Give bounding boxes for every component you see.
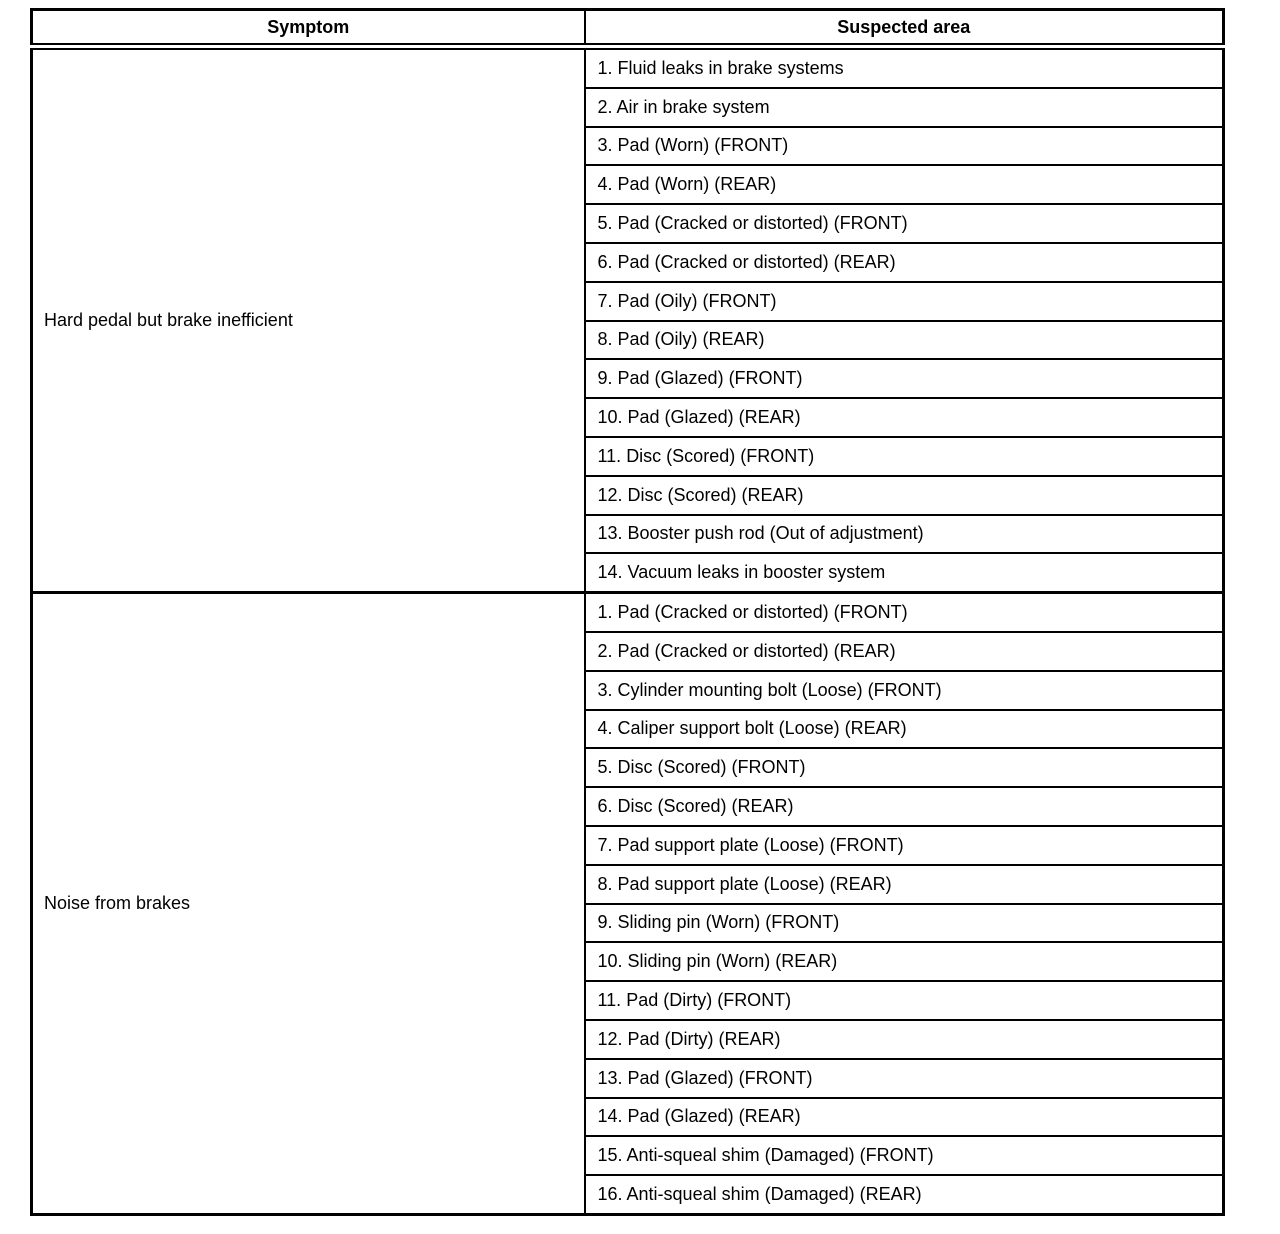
area-cell: 5. Disc (Scored) (FRONT) xyxy=(585,748,1224,787)
area-cell: 15. Anti-squeal shim (Damaged) (FRONT) xyxy=(585,1136,1224,1175)
table-row xyxy=(32,47,1224,88)
area-cell: 5. Pad (Cracked or distorted) (FRONT) xyxy=(585,204,1224,243)
area-cell: 4. Caliper support bolt (Loose) (REAR) xyxy=(585,710,1224,749)
area-cell: 13. Pad (Glazed) (FRONT) xyxy=(585,1059,1224,1098)
area-cell: 11. Pad (Dirty) (FRONT) xyxy=(585,981,1224,1020)
area-cell: 1. Fluid leaks in brake systems xyxy=(585,47,1224,88)
area-cell: 1. Pad (Cracked or distorted) (FRONT) xyxy=(585,593,1224,632)
area-cell: 6. Pad (Cracked or distorted) (REAR) xyxy=(585,243,1224,282)
column-header-symptom: Symptom xyxy=(32,10,585,47)
table-body xyxy=(32,47,1224,1215)
area-cell: 2. Air in brake system xyxy=(585,88,1224,127)
area-cell: 4. Pad (Worn) (REAR) xyxy=(585,165,1224,204)
table-row xyxy=(32,593,1224,632)
troubleshooting-table xyxy=(30,8,1225,1216)
area-cell: 12. Pad (Dirty) (REAR) xyxy=(585,1020,1224,1059)
area-cell: 3. Pad (Worn) (FRONT) xyxy=(585,127,1224,166)
area-cell: 7. Pad support plate (Loose) (FRONT) xyxy=(585,826,1224,865)
area-cell: 9. Pad (Glazed) (FRONT) xyxy=(585,359,1224,398)
symptom-cell: Noise from brakes xyxy=(32,593,585,1215)
area-cell: 11. Disc (Scored) (FRONT) xyxy=(585,437,1224,476)
area-cell: 6. Disc (Scored) (REAR) xyxy=(585,787,1224,826)
column-header-suspected-area: Suspected area xyxy=(585,10,1224,47)
area-cell: 3. Cylinder mounting bolt (Loose) (FRONT) xyxy=(585,671,1224,710)
area-cell: 13. Booster push rod (Out of adjustment) xyxy=(585,515,1224,554)
area-cell: 7. Pad (Oily) (FRONT) xyxy=(585,282,1224,321)
area-cell: 8. Pad (Oily) (REAR) xyxy=(585,321,1224,360)
area-cell: 9. Sliding pin (Worn) (FRONT) xyxy=(585,904,1224,943)
area-cell: 14. Vacuum leaks in booster system xyxy=(585,553,1224,592)
area-cell: 16. Anti-squeal shim (Damaged) (REAR) xyxy=(585,1175,1224,1214)
area-cell: 14. Pad (Glazed) (REAR) xyxy=(585,1098,1224,1137)
area-cell: 8. Pad support plate (Loose) (REAR) xyxy=(585,865,1224,904)
area-cell: 10. Pad (Glazed) (REAR) xyxy=(585,398,1224,437)
area-cell: 2. Pad (Cracked or distorted) (REAR) xyxy=(585,632,1224,671)
area-cell: 10. Sliding pin (Worn) (REAR) xyxy=(585,942,1224,981)
area-cell: 12. Disc (Scored) (REAR) xyxy=(585,476,1224,515)
header-row xyxy=(32,10,1224,47)
symptom-cell: Hard pedal but brake inefficient xyxy=(32,47,585,593)
